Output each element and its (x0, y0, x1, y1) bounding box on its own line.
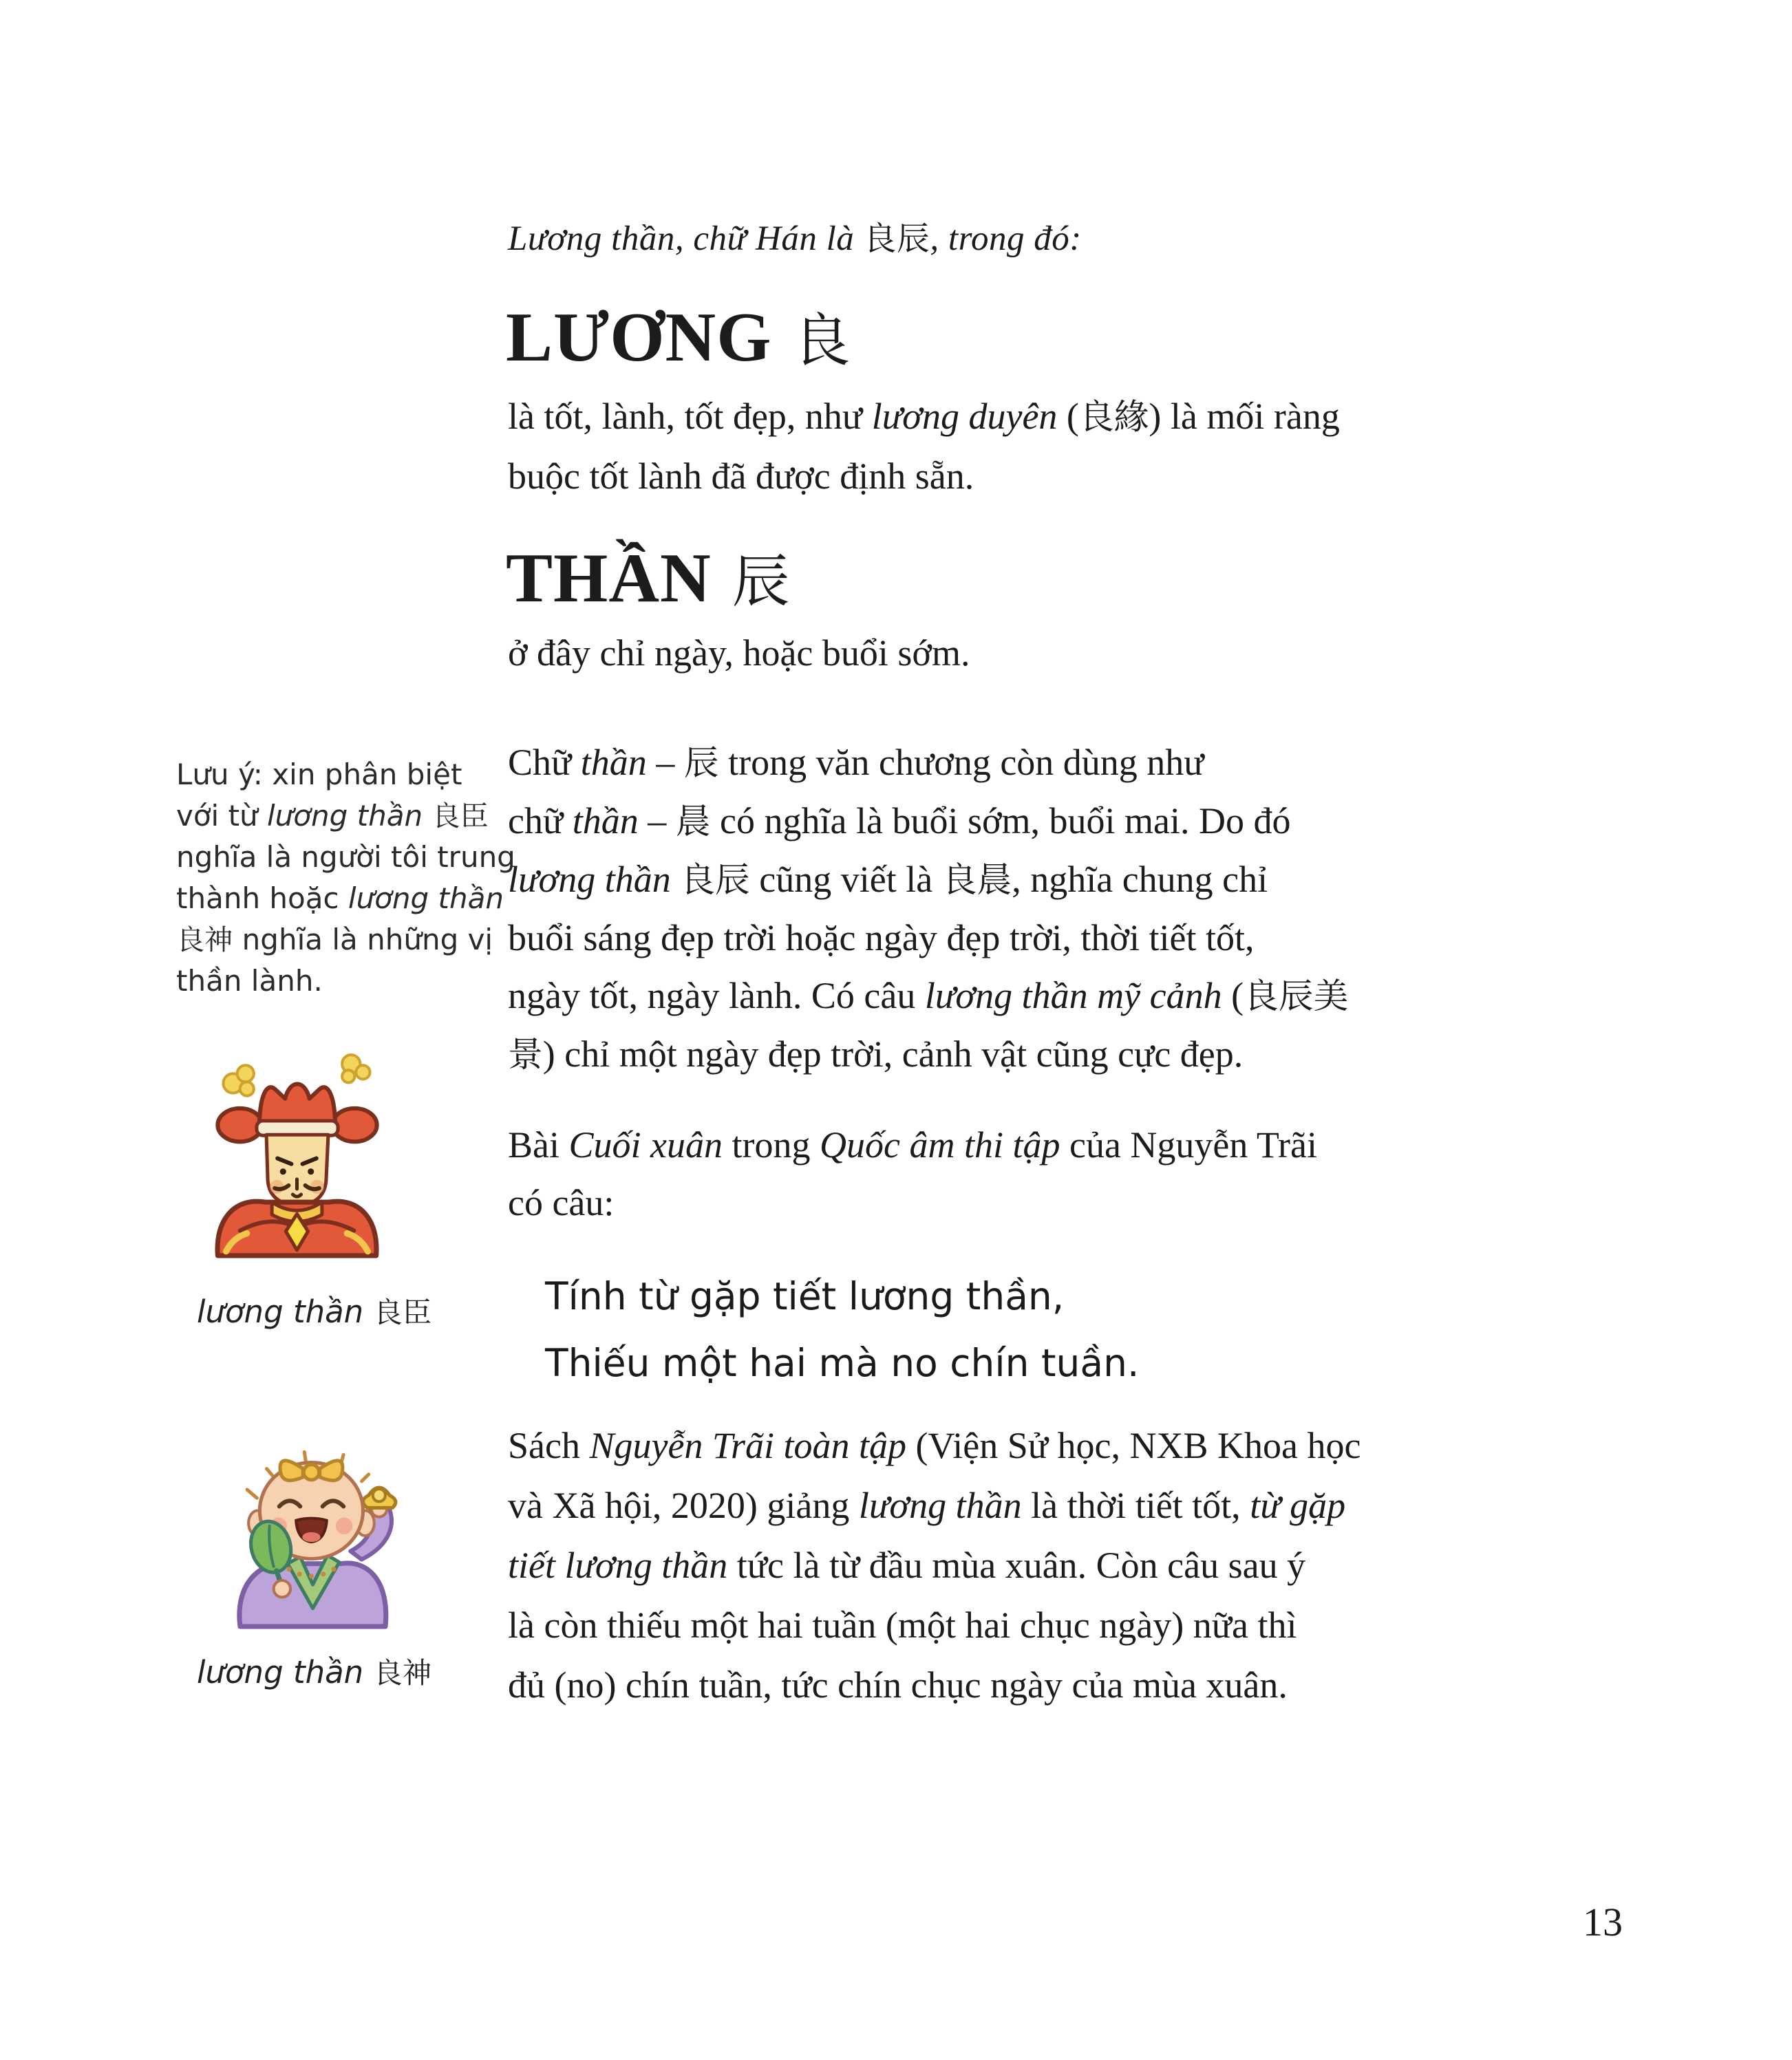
eye-right (308, 1168, 314, 1174)
headword-luong (506, 299, 851, 376)
gold-ingot-bump (373, 1489, 385, 1501)
page-number: 13 (1583, 1900, 1623, 1944)
happy-deity-illustration (206, 1439, 420, 1629)
bow-knot (303, 1465, 319, 1480)
cheek-right (336, 1518, 352, 1534)
sidebar-note: Lưu ý: xin phân biệt với từ lương thần 良臣 nghĩa là người tôi trung thành hoặc lương thần 良神 nghĩa là những vị thần lành. (176, 758, 515, 998)
paragraph-sach-giang: Sách Nguyễn Trãi toàn tập (Viện Sử học, NXB Khoa học và Xã hội, 2020) giảng lương thần là thời tiết tốt, từ gặp tiết lương thần tức là từ đầu mùa xuân. Còn câu sau ý là còn thiếu một hai tuần (một hai chục ngày) nữa thì đủ (no) chín tuần, tức chín chục ngày của mùa xuân. (508, 1425, 1361, 1706)
headword-than-hanzi: 辰 (732, 548, 791, 615)
eye-left (280, 1168, 286, 1174)
headword-than (506, 539, 791, 617)
paragraph-cuoi-xuan: Bài Cuối xuân trong Quốc âm thi tập của Nguyễn Trãi có câu: (508, 1124, 1317, 1223)
headword-than-latin: THẦN (506, 539, 712, 617)
poem-quote (545, 1263, 1139, 1397)
paragraph-than-usage: Chữ thần – 辰 trong văn chương còn dùng như chữ thần – 晨 có nghĩa là buổi sớm, buổi mai. Do đó lương thần 良辰 cũng viết là 良晨, nghĩa chung chỉ buổi sáng đẹp trời hoặc ngày đẹp trời, thời tiết tốt, ngày tốt, ngày lành. Có câu lương thần mỹ cảnh (良辰美 景) chỉ một ngày đẹp trời, cảnh vật cũng cực đẹp. (508, 742, 1349, 1075)
face (266, 1135, 328, 1205)
angry-official-illustration (205, 1049, 390, 1260)
intro-line: Lương thần, chữ Hán là 良辰, trong đó: (508, 219, 1082, 258)
paragraph-than-definition: ở đây chỉ ngày, hoặc buổi sớm. (508, 632, 970, 674)
fan-hand (274, 1580, 290, 1597)
poem-line-1: Tính từ gặp tiết lương thần, (545, 1274, 1065, 1318)
headword-luong-hanzi: 良 (792, 307, 851, 374)
figure-caption-luong-than-quan: lương thần 良臣 (197, 1294, 432, 1330)
headword-luong-latin: LƯƠNG (506, 299, 772, 376)
poem-line-2: Thiếu một hai mà no chín tuần. (545, 1341, 1140, 1385)
steam-puff-right (342, 1055, 370, 1082)
tongue (302, 1532, 320, 1542)
steam-puff-left (223, 1065, 253, 1095)
figure-caption-luong-than-deity: lương thần 良神 (197, 1654, 432, 1691)
paragraph-luong-definition: là tốt, lành, tốt đẹp, như lương duyên (良緣) là mối ràng buộc tốt lành đã được định sẵn. (508, 396, 1340, 497)
